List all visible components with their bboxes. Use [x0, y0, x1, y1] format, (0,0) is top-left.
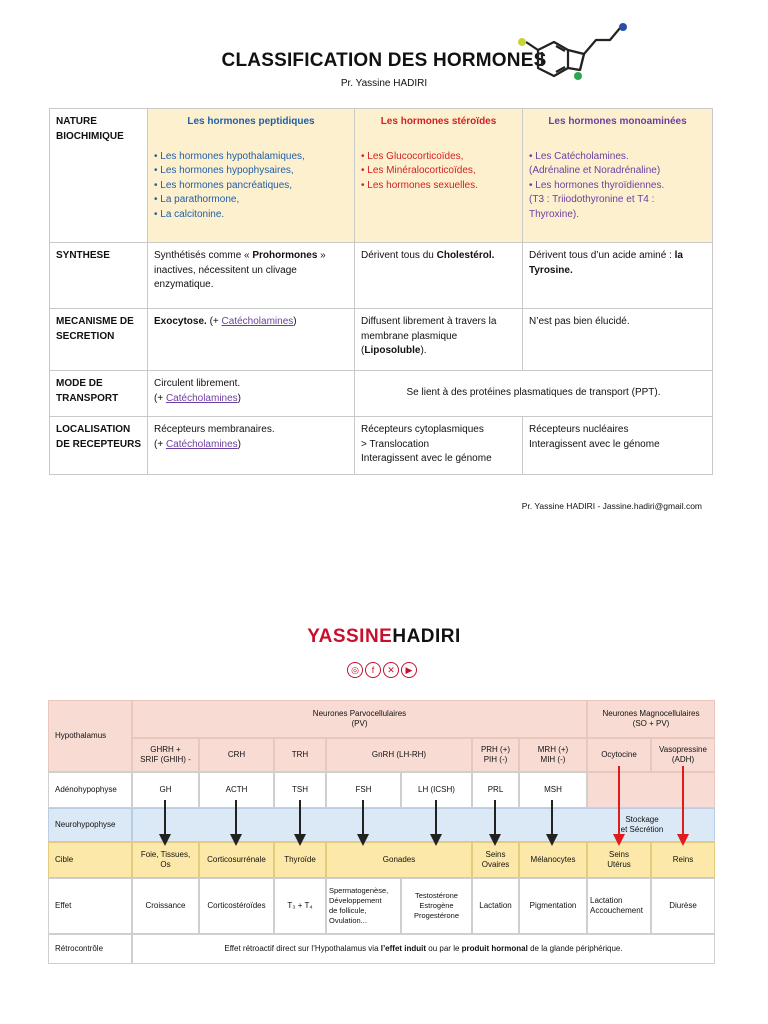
hypothalamus-hypophysis-diagram — [48, 700, 715, 966]
cible-acth: Corticosurrénale — [199, 842, 274, 878]
label-effet: Effet — [48, 878, 132, 934]
catecholamines-link[interactable]: Catécholamines — [165, 438, 238, 450]
list-item: (Adrénaline et Noradrénaline) — [529, 165, 661, 176]
monoamines-secretion: N’est pas bien élucidé. — [523, 309, 713, 371]
steroides-header: Les hormones stéroïdes — [380, 116, 497, 127]
cible-msh: Mélanocytes — [519, 842, 587, 878]
youtube-icon[interactable]: ▶ — [401, 662, 417, 678]
hormone-ghrh: GHRH + SRIF (GHIH) - — [132, 738, 199, 772]
list-item: • Les hormones pancréatiques, — [154, 179, 293, 191]
cible-prl: Seins Ovaires — [472, 842, 519, 878]
catecholamines-link[interactable]: Catécholamines — [165, 392, 238, 404]
list-item: (T3 : Triiodothyronine et T4 : — [529, 194, 655, 205]
effet-acth: Corticostéroïdes — [199, 878, 274, 934]
list-item: • Les hormones thyroïdiennes. — [529, 179, 665, 191]
peptidiques-secretion: Exocytose. (+ Catécholamines) — [148, 309, 355, 371]
retrocontrole-text: Effet rétroactif direct sur l’Hypothalamus via l’effet induit ou par le produit hormonal de la glande périphérique. — [132, 934, 715, 964]
hormone-prh: PRH (+) PIH (-) — [472, 738, 519, 772]
list-item: • La parathormone, — [154, 194, 240, 205]
row-synthese: SYNTHESE — [50, 243, 148, 309]
monoamines-recepteurs: Récepteurs nucléaires Interagissent avec le génome — [523, 417, 713, 475]
steroides-recepteurs: Récepteurs cytoplasmiques > Translocation Interagissent avec le génome — [355, 417, 523, 475]
cible-gh: Foie, Tissues, Os — [132, 842, 199, 878]
adeno-tsh: TSH — [274, 772, 326, 808]
hormone-mrh: MRH (+) MIH (-) — [519, 738, 587, 772]
list-item: • Les Minéralocorticoïdes, — [361, 165, 476, 176]
label-retro: Rétrocontrôle — [48, 934, 132, 964]
effet-ocytocine: Lactation Accouchement — [587, 878, 651, 934]
effet-tsh: T₃ + T₄ — [274, 878, 326, 934]
adeno-msh: MSH — [519, 772, 587, 808]
adeno-fsh: FSH — [326, 772, 401, 808]
pv-header: Neurones Parvocellulaires (PV) — [132, 700, 587, 738]
peptidiques-synthese: Synthétisés comme « Prohormones » inactives, nécessitent un clivage enzymatique. — [148, 243, 355, 309]
x-icon[interactable]: ✕ — [383, 662, 399, 678]
row-transport: MODE DE TRANSPORT — [50, 371, 148, 417]
label-neuro: Neurohypophyse — [48, 808, 132, 842]
so-header: Neurones Magnocellulaires (SO + PV) — [587, 700, 715, 738]
catecholamines-link[interactable]: Catécholamines — [221, 316, 294, 327]
neuro-note: Stockage et Sécrétion — [608, 810, 676, 840]
steroides-synthese: Dérivent tous du Cholestérol. — [355, 243, 523, 309]
peptidiques-recepteurs: Récepteurs membranaires. (+ Catécholamines) — [148, 417, 355, 475]
adeno-gh: GH — [132, 772, 199, 808]
steroides-cell — [355, 109, 523, 243]
author-line: Pr. Yassine HADIRI — [340, 78, 428, 89]
row-nature: NATURE BIOCHIMIQUE — [50, 109, 148, 243]
hormone-trh: TRH — [274, 738, 326, 772]
monoamines-cell — [523, 109, 713, 243]
brand-logo: YASSINEHADIRI — [307, 626, 461, 647]
peptidiques-cell — [148, 109, 355, 243]
list-item: • Les Glucocorticoïdes, — [361, 150, 464, 162]
adeno-lh: LH (ICSH) — [401, 772, 472, 808]
label-cible: Cible — [48, 842, 132, 878]
cible-adh: Reins — [651, 842, 715, 878]
list-item: • Les Catécholamines. — [529, 150, 629, 162]
list-item: Thyroxine). — [529, 208, 580, 220]
effet-fsh: Spermatogenèse, Développement de follicule, Ovulation... — [326, 878, 401, 934]
hormone-ocytocine: Ocytocine — [587, 738, 651, 772]
hormone-vasopressine: Vasopressine (ADH) — [651, 738, 715, 772]
peptidiques-header: Les hormones peptidiques — [187, 116, 315, 127]
row-localisation: LOCALISATION DE RECEPTEURS — [50, 417, 148, 475]
cible-tsh: Thyroïde — [274, 842, 326, 878]
page-title: CLASSIFICATION DES HORMONES — [221, 50, 547, 71]
adeno-acth: ACTH — [199, 772, 274, 808]
effet-adh: Diurèse — [651, 878, 715, 934]
shared-transport: Se lient à des protéines plasmatiques de transport (PPT). — [355, 371, 713, 417]
list-item: • La calcitonine. — [154, 208, 225, 220]
list-item: • Les hormones hypophysaires, — [154, 165, 294, 176]
list-item: • Les hormones hypothalamiques, — [154, 150, 305, 162]
molecule-icon — [510, 18, 630, 98]
arrows-overlay — [48, 700, 715, 966]
adeno-prl: PRL — [472, 772, 519, 808]
footer-contact: Pr. Yassine HADIRI - Jassine.hadiri@gmail.com — [521, 501, 702, 511]
hormone-gnrh: GnRH (LH-RH) — [326, 738, 472, 772]
label-adeno: Adénohypophyse — [48, 772, 132, 808]
hormone-crh: CRH — [199, 738, 274, 772]
instagram-icon[interactable]: ◎ — [347, 662, 363, 678]
social-links — [347, 660, 421, 678]
monoamines-header: Les hormones monoaminées — [548, 116, 687, 127]
effet-lh: Testostérone Estrogène Progestérone — [401, 878, 472, 934]
facebook-icon[interactable]: f — [365, 662, 381, 678]
cible-ocytocine: Seins Utérus — [587, 842, 651, 878]
effet-gh: Croissance — [132, 878, 199, 934]
hormone-classification-table — [49, 108, 713, 475]
list-item: • Les hormones sexuelles. — [361, 179, 478, 191]
effet-msh: Pigmentation — [519, 878, 587, 934]
row-mecanisme: MECANISME DE SECRETION — [50, 309, 148, 371]
steroides-secretion: Diffusent librement à travers la membrane plasmique (Liposoluble). — [355, 309, 523, 371]
peptidiques-transport: Circulent librement. (+ Catécholamines) — [148, 371, 355, 417]
cible-gonades: Gonades — [326, 842, 472, 878]
monoamines-synthese: Dérivent tous d’un acide aminé : la Tyrosine. — [523, 243, 713, 309]
effet-prl: Lactation — [472, 878, 519, 934]
label-hypothalamus: Hypothalamus — [48, 700, 132, 772]
